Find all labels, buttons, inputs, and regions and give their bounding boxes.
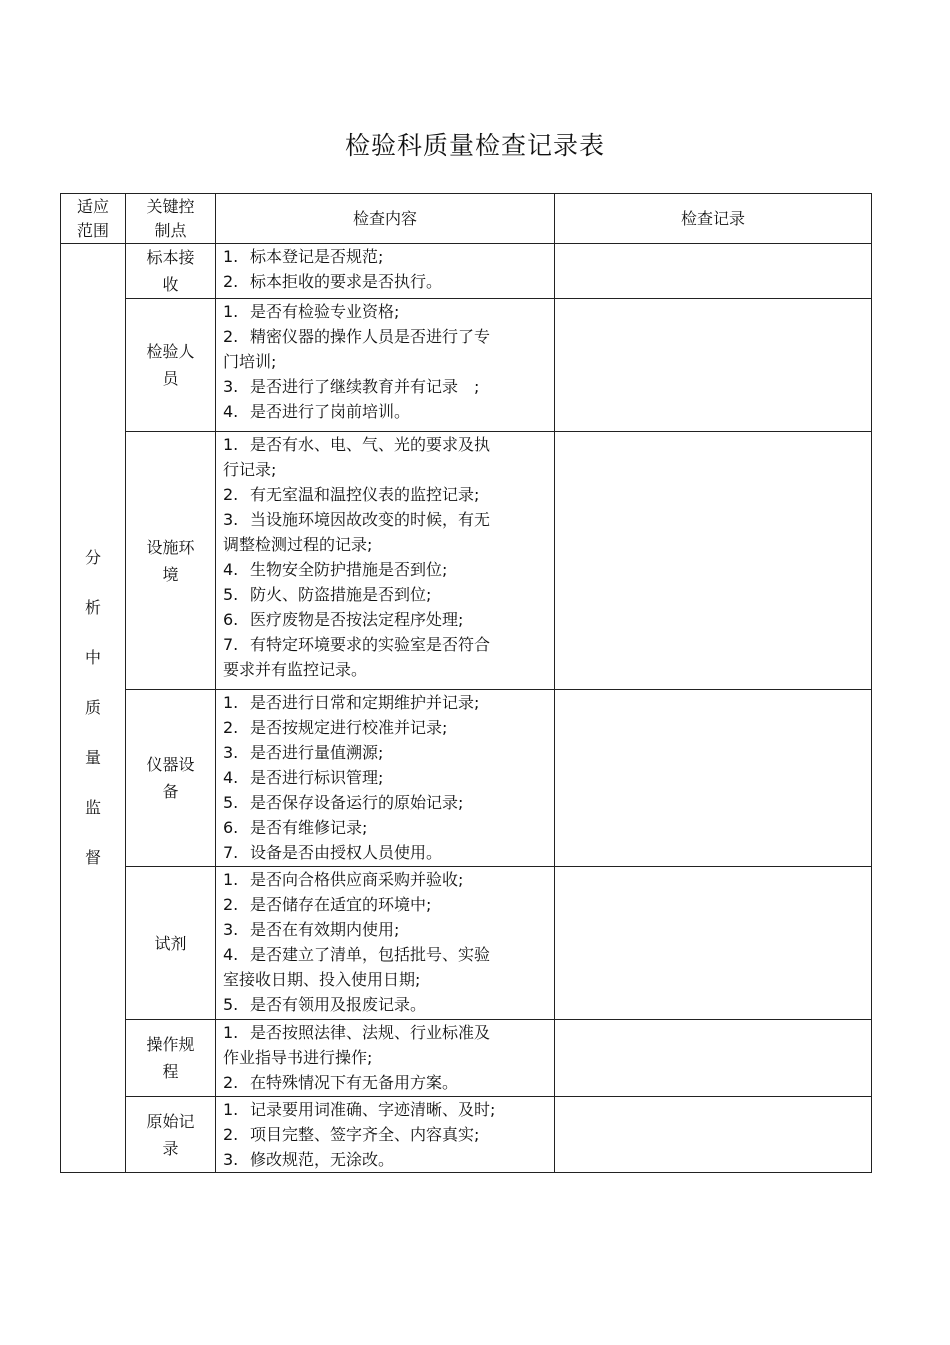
scope-char: 监 [84, 798, 101, 817]
header-row [61, 194, 872, 244]
item-text: 防火、防盗措施是否到位; [250, 585, 432, 604]
item-text: 作业指导书进行操作; [223, 1048, 373, 1067]
item-number: 2. [223, 895, 239, 914]
content-item [223, 840, 550, 865]
content-item [223, 457, 550, 482]
control-point-cell [126, 1097, 216, 1173]
content-cell [216, 1020, 555, 1097]
item-text: 行记录; [223, 460, 277, 479]
scope-char: 析 [84, 598, 101, 617]
item-text: 是否有领用及报废记录。 [250, 995, 427, 1014]
item-text: 精密仪器的操作人员是否进行了专 [250, 327, 491, 346]
item-text: 记录要用词准确、字迹清晰、及时; [250, 1100, 496, 1119]
item-text: 是否有维修记录; [250, 818, 368, 837]
content-item [223, 815, 550, 840]
control-point-line: 设施环 [146, 537, 195, 557]
content-item [223, 507, 550, 532]
item-number: 5. [223, 793, 239, 812]
item-number: 6. [223, 818, 239, 837]
content-item [223, 1070, 550, 1095]
table-row [61, 432, 872, 690]
record-cell[interactable] [555, 867, 872, 1020]
item-number: 1. [223, 870, 239, 889]
content-cell [216, 1097, 555, 1173]
item-text: 调整检测过程的记录; [223, 535, 373, 554]
item-number: 1. [223, 302, 239, 321]
content-item [223, 582, 550, 607]
control-point-line: 标本接 [146, 248, 195, 267]
item-number: 7. [223, 843, 239, 862]
item-text: 项目完整、签字齐全、内容真实; [250, 1125, 480, 1144]
table-row [61, 244, 872, 299]
item-text: 有无室温和温控仪表的监控记录; [250, 485, 480, 504]
item-text: 标本拒收的要求是否执行。 [250, 272, 443, 291]
item-number: 1. [223, 435, 239, 454]
control-point-line: 境 [162, 564, 179, 584]
item-number: 3. [223, 377, 239, 396]
item-text: 修改规范，无涂改。 [250, 1150, 395, 1169]
record-cell[interactable] [555, 244, 872, 299]
item-number: 3. [223, 920, 239, 939]
content-item [223, 269, 550, 294]
header-scope [61, 194, 126, 244]
item-number: 4. [223, 402, 239, 421]
content-item [223, 1122, 550, 1147]
item-text: 标本登记是否规范; [250, 247, 384, 266]
content-item [223, 1045, 550, 1070]
item-number: 1. [223, 1100, 239, 1119]
scope-char: 中 [84, 648, 101, 667]
item-number: 1. [223, 247, 239, 266]
content-item [223, 715, 550, 740]
header-record: 检查记录 [555, 194, 872, 244]
item-text: 是否向合格供应商采购并验收; [250, 870, 464, 889]
content-item [223, 967, 550, 992]
content-item [223, 1147, 550, 1172]
item-text: 是否进行标识管理; [250, 768, 384, 787]
content-item [223, 1020, 550, 1045]
item-text: 是否有水、电、气、光的要求及执 [250, 435, 491, 454]
content-item [223, 532, 550, 557]
item-text: 当设施环境因故改变的时候，有无 [250, 510, 491, 529]
item-text: 医疗废物是否按法定程序处理; [250, 610, 464, 629]
item-text: 是否在有效期内使用; [250, 920, 400, 939]
item-text: 是否有检验专业资格; [250, 302, 400, 321]
header-content: 检查内容 [216, 194, 555, 244]
header-control-point-line: 关键控 [146, 196, 195, 216]
item-number: 3. [223, 510, 239, 529]
scope-char: 质 [84, 698, 101, 717]
content-item [223, 244, 550, 269]
control-point-cell [126, 690, 216, 867]
content-item [223, 324, 550, 349]
content-item [223, 632, 550, 657]
content-item [223, 657, 550, 682]
header-scope-line: 范围 [76, 220, 109, 240]
control-point-line: 原始记 [146, 1111, 195, 1131]
content-cell [216, 299, 555, 432]
header-control-point [126, 194, 216, 244]
item-number: 2. [223, 272, 239, 291]
content-cell [216, 690, 555, 867]
header-control-point-line: 制点 [154, 220, 187, 240]
item-number: 4. [223, 945, 239, 964]
page-title: 检验科质量检查记录表 [344, 131, 605, 160]
item-number: 2. [223, 327, 239, 346]
content-item [223, 690, 550, 715]
content-cell [216, 867, 555, 1020]
content-item [223, 790, 550, 815]
content-item [223, 1097, 550, 1122]
table-row [61, 867, 872, 1020]
item-text: 是否保存设备运行的原始记录; [250, 793, 464, 812]
content-item [223, 349, 550, 374]
content-cell [216, 432, 555, 690]
control-point-line: 试剂 [154, 933, 187, 953]
control-point-line: 程 [162, 1062, 179, 1081]
content-item [223, 399, 550, 424]
item-text: 室接收日期、投入使用日期; [223, 970, 421, 989]
item-text: 是否按照法律、法规、行业标准及 [250, 1023, 491, 1042]
content-item [223, 740, 550, 765]
item-text: 是否进行了继续教育并有记录 ; [250, 377, 480, 396]
table-row [61, 1020, 872, 1097]
item-text: 是否进行了岗前培训。 [250, 402, 411, 421]
item-text: 有特定环境要求的实验室是否符合 [250, 635, 491, 654]
item-text: 要求并有监控记录。 [223, 660, 368, 679]
control-point-line: 员 [162, 369, 179, 388]
item-text: 设备是否由授权人员使用。 [250, 843, 443, 862]
content-item [223, 942, 550, 967]
scope-char: 督 [84, 848, 101, 867]
content-item [223, 892, 550, 917]
content-item [223, 607, 550, 632]
item-number: 2. [223, 718, 239, 737]
control-point-line: 录 [162, 1138, 179, 1158]
item-number: 5. [223, 995, 239, 1014]
table-row [61, 1097, 872, 1173]
control-point-line: 备 [162, 782, 179, 801]
item-number: 7. [223, 635, 239, 654]
item-number: 3. [223, 1150, 239, 1169]
item-number: 2. [223, 1073, 239, 1092]
control-point-line: 仪器设 [146, 755, 195, 774]
table-row [61, 299, 872, 432]
record-cell[interactable] [555, 432, 872, 690]
item-text: 是否按规定进行校准并记录; [250, 718, 448, 737]
content-item [223, 482, 550, 507]
control-point-cell [126, 867, 216, 1020]
record-cell[interactable] [555, 690, 872, 867]
scope-char: 分 [84, 548, 101, 567]
item-number: 2. [223, 1125, 239, 1144]
content-item [223, 867, 550, 892]
content-item [223, 299, 550, 324]
record-cell[interactable] [555, 1097, 872, 1173]
item-text: 门培训; [223, 352, 277, 371]
scope-cell [61, 244, 126, 1173]
inspection-table [60, 193, 872, 1173]
content-item [223, 992, 550, 1017]
table-row [61, 690, 872, 867]
item-number: 4. [223, 768, 239, 787]
content-item [223, 557, 550, 582]
control-point-line: 检验人 [146, 342, 195, 361]
control-point-cell [126, 1020, 216, 1097]
control-point-cell [126, 244, 216, 299]
scope-char: 量 [84, 748, 101, 767]
item-text: 在特殊情况下有无备用方案。 [250, 1073, 459, 1092]
item-number: 6. [223, 610, 239, 629]
item-text: 是否建立了清单，包括批号、实验 [250, 945, 491, 964]
content-item [223, 432, 550, 457]
record-cell[interactable] [555, 299, 872, 432]
content-item [223, 917, 550, 942]
item-number: 2. [223, 485, 239, 504]
item-number: 5. [223, 585, 239, 604]
item-number: 3. [223, 743, 239, 762]
content-item [223, 765, 550, 790]
item-number: 4. [223, 560, 239, 579]
record-cell[interactable] [555, 1020, 872, 1097]
item-text: 是否进行日常和定期维护并记录; [250, 693, 480, 712]
control-point-cell [126, 432, 216, 690]
item-number: 1. [223, 693, 239, 712]
content-item [223, 374, 550, 399]
item-number: 1. [223, 1023, 239, 1042]
content-cell [216, 244, 555, 299]
control-point-line: 操作规 [146, 1035, 195, 1054]
item-text: 是否进行量值溯源; [250, 743, 384, 762]
control-point-line: 收 [162, 275, 179, 294]
control-point-cell [126, 299, 216, 432]
header-scope-line: 适应 [76, 196, 109, 216]
item-text: 生物安全防护措施是否到位; [250, 560, 448, 579]
item-text: 是否储存在适宜的环境中; [250, 895, 432, 914]
